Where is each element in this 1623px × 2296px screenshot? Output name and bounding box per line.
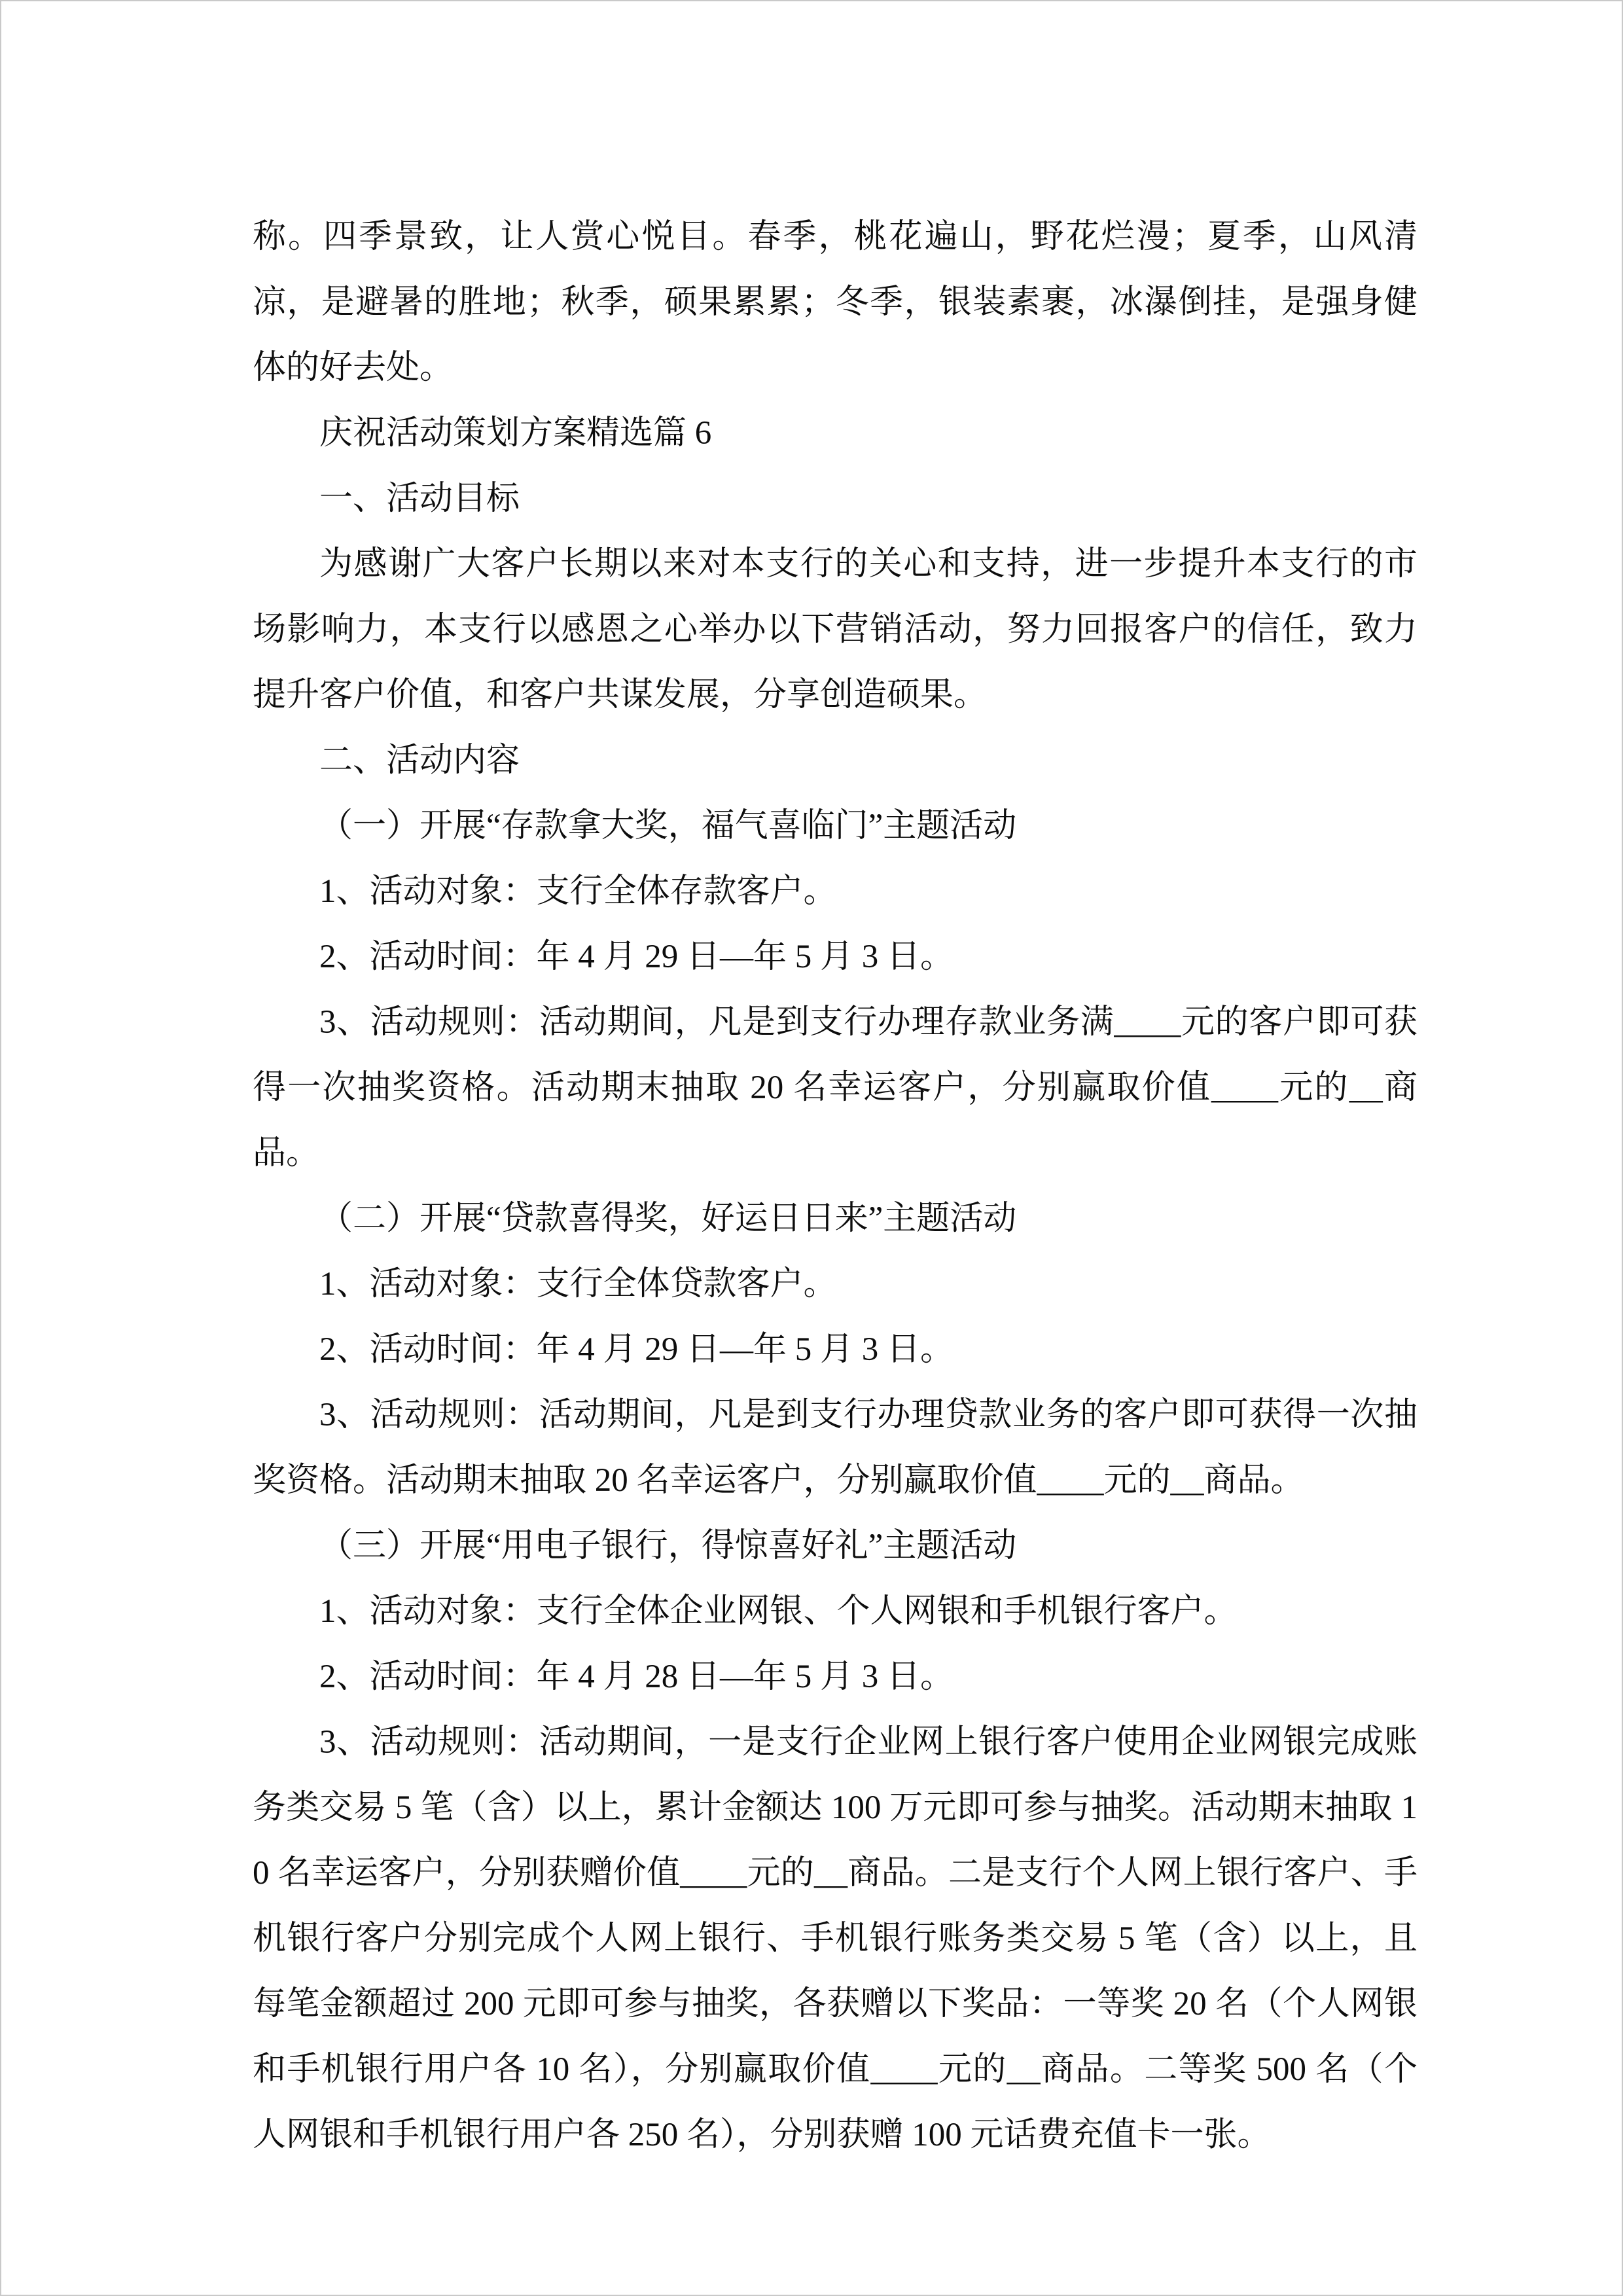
theme-1-rules: 3、活动规则：活动期间，凡是到支行办理存款业务满____元的客户即可获得一次抽奖资格。活动期末抽取 20 名幸运客户，分别赢取价值____元的__商品。 bbox=[253, 1004, 1418, 1172]
theme-1-target: 1、活动对象：支行全体存款客户。 bbox=[319, 873, 837, 910]
doc-title: 庆祝活动策划方案精选篇 6 bbox=[319, 415, 712, 452]
activity-goal-body: 为感谢广大客户长期以来对本支行的关心和支持，进一步提升本支行的市场影响力，本支行以感恩之心举办以下营销活动，努力回报客户的信任，致力提升客户价值，和客户共谋发展，分享创造硕果。 bbox=[253, 546, 1418, 713]
continued-paragraph: 称。四季景致，让人赏心悦目。春季，桃花遍山，野花烂漫；夏季，山风清凉，是避暑的胜地；秋季，硕果累累；冬季，银装素裹，冰瀑倒挂，是强身健体的好去处。 bbox=[253, 219, 1418, 386]
theme-2-rules: 3、活动规则：活动期间，凡是到支行办理贷款业务的客户即可获得一次抽奖资格。活动期末抽取 20 名幸运客户，分别赢取价值____元的__商品。 bbox=[253, 1397, 1418, 1499]
theme-1-time: 2、活动时间：年 4 月 29 日—年 5 月 3 日。 bbox=[319, 939, 954, 975]
theme-3-rules: 3、活动规则：活动期间，一是支行企业网上银行客户使用企业网银完成账务类交易 5 笔（含）以上，累计金额达 100 万元即可参与抽奖。活动期末抽取 10 名幸运客户，分别获赠价值____元的__商品。二是支行个人网上银行客户、手机银行客户分别完成个人网上银行、手机银行账务类交易 5 笔（含）以上，且每笔金额超过 200 元即可参与抽奖，各获赠以下奖品：一等奖 20 名（个人网银和手机银行用户各 10 名），分别赢取价值____元的__商品。二等奖 500 名（个人网银和手机银行用户各 250 名），分别获赠 100 元话费充值卡一张。 bbox=[253, 1724, 1418, 2153]
theme-2-target: 1、活动对象：支行全体贷款客户。 bbox=[319, 1266, 837, 1302]
heading-activity-content: 二、活动内容 bbox=[319, 742, 520, 779]
theme-3-heading: （三）开展“用电子银行，得惊喜好礼”主题活动 bbox=[319, 1528, 1017, 1564]
theme-2-time: 2、活动时间：年 4 月 29 日—年 5 月 3 日。 bbox=[319, 1331, 954, 1368]
theme-3-target: 1、活动对象：支行全体企业网银、个人网银和手机银行客户。 bbox=[319, 1593, 1238, 1630]
theme-1-heading: （一）开展“存款拿大奖，福气喜临门”主题活动 bbox=[319, 808, 1017, 844]
theme-2-heading: （二）开展“贷款喜得奖，好运日日来”主题活动 bbox=[319, 1200, 1017, 1237]
document-body bbox=[253, 204, 1418, 2168]
theme-3-time: 2、活动时间：年 4 月 28 日—年 5 月 3 日。 bbox=[319, 1659, 954, 1695]
heading-activity-goal: 一、活动目标 bbox=[319, 480, 520, 517]
